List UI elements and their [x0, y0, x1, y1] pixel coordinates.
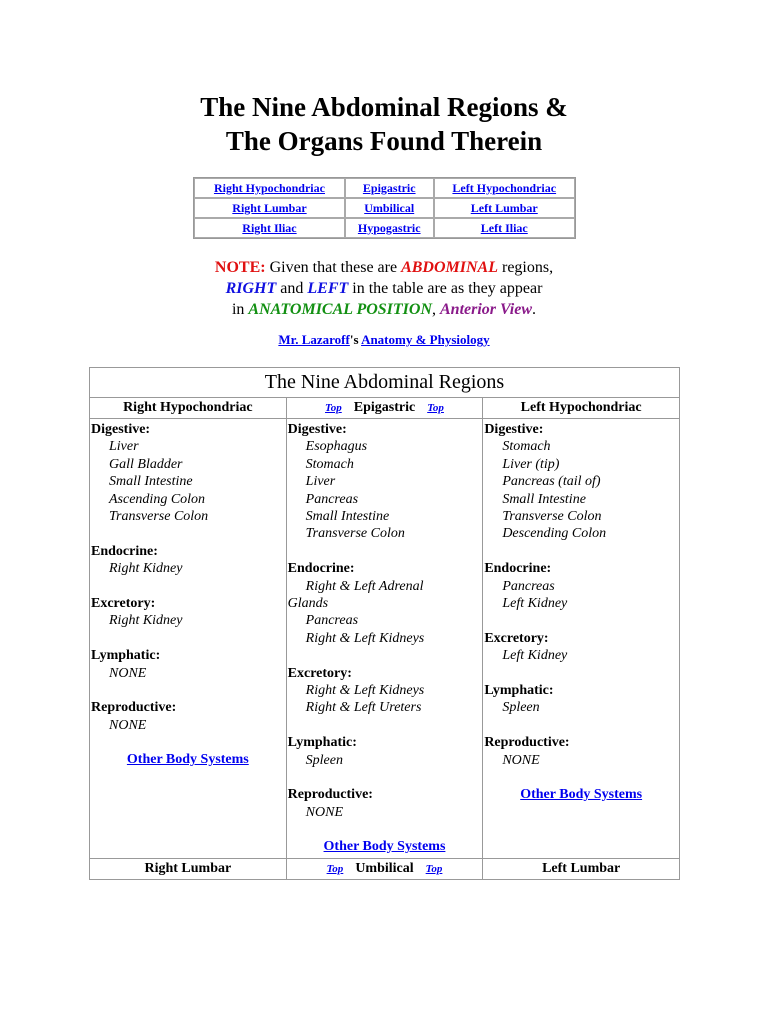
other-body-systems-link[interactable]: Other Body Systems	[126, 752, 249, 768]
note-text: Given that these are	[265, 259, 402, 276]
note-anterior: Anterior View	[440, 301, 533, 318]
cell-left-hypochondriac	[483, 419, 680, 859]
top-link[interactable]: Top	[325, 402, 342, 414]
nav-link-epigastric[interactable]: Epigastric	[362, 180, 416, 195]
nav-link-left-lumbar[interactable]: Left Lumbar	[470, 200, 538, 215]
header-right-hypochondriac: Right Hypochondriac	[90, 398, 287, 419]
note-text: regions,	[497, 259, 554, 276]
organ: Liver (tip)	[502, 456, 560, 472]
cell-right-hypochondriac	[90, 419, 287, 859]
organ: Spleen	[502, 700, 540, 716]
organ: Pancreas	[502, 578, 555, 594]
organ: Pancreas (tail of)	[502, 474, 601, 490]
organ: NONE	[109, 717, 147, 733]
nav-link-left-iliac[interactable]: Left Iliac	[480, 220, 528, 235]
author-link[interactable]: Mr. Lazaroff	[278, 332, 350, 347]
organ: Glands	[287, 596, 329, 612]
other-body-systems-link[interactable]: Other Body Systems	[520, 787, 643, 803]
nav-link-right-iliac[interactable]: Right Iliac	[242, 220, 297, 235]
nav-link-right-hypochondriac[interactable]: Right Hypochondriac	[213, 180, 325, 195]
regions-table	[89, 367, 680, 880]
organ: Gall Bladder	[109, 456, 183, 472]
organ: Liver	[109, 439, 139, 455]
nav-link-hypogastric[interactable]: Hypogastric	[357, 220, 421, 235]
note-paragraph	[0, 257, 768, 320]
organ: Left Kidney	[502, 648, 568, 664]
organ: Right & Left Ureters	[305, 700, 422, 716]
organ: Small Intestine	[305, 509, 390, 525]
cell-epigastric	[286, 419, 483, 859]
organ: Stomach	[502, 439, 551, 455]
system-label: Digestive:	[287, 422, 347, 437]
header-epigastric-cell	[286, 398, 483, 419]
page-title	[0, 90, 768, 158]
organ: Small Intestine	[109, 474, 193, 490]
system-label: Reproductive:	[91, 700, 177, 716]
organ: Right Kidney	[109, 561, 183, 577]
organ: Spleen	[305, 752, 343, 768]
top-link[interactable]: Top	[427, 402, 444, 414]
note-text: ,	[432, 301, 440, 318]
organ: Right & Left Kidneys	[305, 630, 425, 646]
organ: Pancreas	[305, 491, 359, 507]
organ: Transverse Colon	[305, 526, 405, 542]
note-right: RIGHT	[225, 280, 277, 297]
page-title-line2: The Organs Found Therein	[225, 126, 543, 156]
region-nav-table	[193, 177, 576, 239]
system-label: Digestive:	[484, 422, 544, 437]
system-label: Digestive:	[91, 422, 151, 437]
system-label: Endocrine:	[484, 561, 552, 577]
page-title-line1: The Nine Abdominal Regions &	[200, 92, 568, 122]
organ: Esophagus	[305, 439, 368, 455]
header-epigastric: Epigastric	[353, 400, 416, 415]
system-label: Excretory:	[484, 630, 549, 646]
course-link[interactable]: Anatomy & Physiology	[361, 332, 490, 347]
system-label: Lymphatic:	[91, 648, 161, 664]
system-label: Lymphatic:	[484, 683, 554, 699]
other-body-systems-link[interactable]: Other Body Systems	[323, 839, 446, 855]
header-umbilical: Umbilical	[355, 860, 414, 876]
system-label: Reproductive:	[484, 735, 570, 751]
credits-possessive: 's	[349, 332, 362, 347]
credits-line	[0, 332, 768, 348]
organ: Right Kidney	[109, 613, 183, 629]
header-left-lumbar: Left Lumbar	[483, 858, 680, 879]
note-text: .	[532, 301, 537, 318]
header-left-hypochondriac: Left Hypochondriac	[483, 398, 680, 419]
regions-table-title: The Nine Abdominal Regions	[90, 368, 680, 398]
top-link[interactable]: Top	[425, 862, 443, 875]
note-anatomical: ANATOMICAL POSITION	[248, 301, 432, 318]
note-abdominal: ABDOMINAL	[401, 259, 498, 276]
organ: Right & Left Kidneys	[305, 683, 425, 699]
organ: NONE	[109, 665, 147, 681]
header-umbilical-cell	[286, 858, 483, 879]
organ: Liver	[305, 474, 336, 490]
organ: Transverse Colon	[109, 509, 209, 525]
top-link[interactable]: Top	[326, 862, 344, 875]
organ: Stomach	[305, 456, 354, 472]
organ: NONE	[502, 752, 540, 768]
nav-link-right-lumbar[interactable]: Right Lumbar	[232, 200, 307, 215]
system-label: Reproductive:	[287, 787, 373, 803]
organ: Small Intestine	[502, 491, 586, 507]
organ: Transverse Colon	[502, 509, 602, 525]
system-label: Excretory:	[91, 596, 156, 612]
header-right-lumbar: Right Lumbar	[90, 858, 287, 879]
organ: Right & Left Adrenal	[305, 578, 424, 594]
organ: NONE	[305, 804, 343, 820]
nav-link-left-hypochondriac[interactable]: Left Hypochondriac	[452, 180, 557, 195]
note-label: NOTE:	[214, 259, 266, 276]
system-label: Excretory:	[287, 665, 352, 681]
organ: Left Kidney	[502, 596, 568, 612]
organ: Descending Colon	[502, 526, 607, 542]
organ: Pancreas	[305, 613, 359, 629]
note-text: in the table are as they appear	[348, 280, 543, 297]
system-label: Endocrine:	[287, 561, 355, 577]
organ: Ascending Colon	[109, 491, 206, 507]
system-label: Lymphatic:	[287, 735, 357, 751]
system-label: Endocrine:	[91, 543, 158, 559]
note-text: in	[231, 301, 249, 318]
note-text: and	[276, 280, 308, 297]
note-left: LEFT	[307, 280, 349, 297]
nav-link-umbilical[interactable]: Umbilical	[364, 200, 415, 215]
